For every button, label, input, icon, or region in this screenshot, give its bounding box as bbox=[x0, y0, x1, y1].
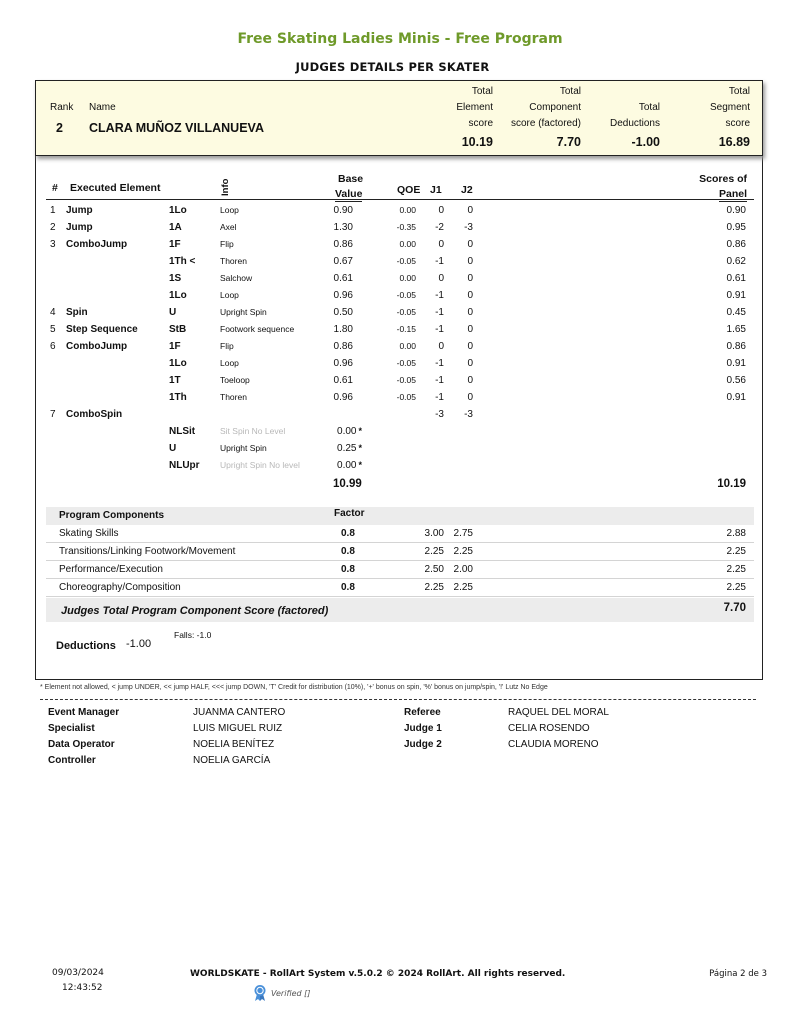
element-base-value bbox=[334, 222, 355, 233]
footer-date: 09/03/2024 bbox=[52, 968, 104, 978]
element-row bbox=[46, 239, 754, 256]
footer-system: WORLDSKATE - RollArt System v.5.0.2 © 2024 RollArt. All rights reserved. bbox=[190, 969, 566, 979]
component-name: Performance/Execution bbox=[59, 564, 163, 575]
pcs-label-2: Component bbox=[529, 102, 581, 113]
element-panel-score: 0.91 bbox=[726, 358, 746, 369]
element-base-value bbox=[334, 205, 355, 216]
element-j2: -3 bbox=[464, 409, 473, 420]
element-qoe: -0.05 bbox=[396, 307, 416, 317]
component-row bbox=[46, 562, 754, 579]
element-row bbox=[46, 205, 754, 222]
col-j1: J1 bbox=[430, 184, 442, 196]
element-number: 2 bbox=[50, 222, 56, 233]
element-j2: 0 bbox=[467, 239, 473, 250]
element-info: Upright Spin bbox=[220, 443, 267, 453]
element-code: U bbox=[169, 307, 177, 318]
official-role: Controller bbox=[48, 755, 96, 766]
base-value-text: 0.86 bbox=[333, 239, 353, 250]
element-j1: -1 bbox=[435, 307, 444, 318]
legend-footnote: * Element not allowed, < jump UNDER, << jump HALF, <<< jump DOWN, 'T' Credit for distribution (10%), '+' bonus on spin, '%' bonus on jump/spin, '!' Lutz No Edge bbox=[40, 684, 548, 691]
base-value-text: 0.00 bbox=[337, 460, 357, 471]
ded-label-2: Deductions bbox=[609, 118, 660, 129]
element-row bbox=[46, 358, 754, 375]
element-j1: -1 bbox=[435, 290, 444, 301]
element-j2: 0 bbox=[467, 324, 473, 335]
element-panel-score: 1.65 bbox=[726, 324, 746, 335]
element-panel-score: 0.61 bbox=[726, 273, 746, 284]
element-row bbox=[46, 460, 754, 477]
component-j1: 3.00 bbox=[424, 528, 444, 539]
deductions-detail: Falls: -1.0 bbox=[174, 630, 212, 640]
component-factor: 0.8 bbox=[341, 528, 355, 539]
pcs-value: 7.70 bbox=[556, 135, 581, 149]
rank-label: Rank bbox=[50, 102, 74, 113]
base-value-text: 0.25 bbox=[337, 443, 357, 454]
element-number: 3 bbox=[50, 239, 56, 250]
element-j1: 0 bbox=[438, 273, 444, 284]
base-value-text: 0.96 bbox=[333, 290, 353, 301]
page-subtitle: JUDGES DETAILS PER SKATER bbox=[295, 60, 490, 74]
element-base-value bbox=[334, 290, 355, 301]
component-name: Transitions/Linking Footwork/Movement bbox=[59, 546, 236, 557]
element-info: Thoren bbox=[220, 392, 247, 402]
element-row bbox=[46, 341, 754, 358]
element-j2: 0 bbox=[467, 358, 473, 369]
component-j1: 2.50 bbox=[424, 564, 444, 575]
official-name: JUANMA CANTERO bbox=[193, 707, 286, 718]
element-row bbox=[46, 324, 754, 341]
element-panel-score: 0.90 bbox=[726, 205, 746, 216]
element-name: ComboJump bbox=[66, 341, 128, 352]
component-row bbox=[46, 526, 754, 543]
element-code: 1F bbox=[169, 239, 181, 250]
element-name: Spin bbox=[66, 307, 88, 318]
element-j1: -1 bbox=[435, 392, 444, 403]
element-j1: -1 bbox=[435, 358, 444, 369]
element-qoe: -0.35 bbox=[396, 222, 416, 232]
official-name: CELIA ROSENDO bbox=[508, 723, 590, 734]
col-base-1: Base bbox=[338, 173, 364, 185]
element-code: 1T bbox=[169, 375, 181, 386]
element-number: 4 bbox=[50, 307, 56, 318]
total-base-value: 10.99 bbox=[333, 478, 362, 490]
components-total-value: 7.70 bbox=[723, 602, 746, 614]
deductions-label: Deductions bbox=[56, 640, 116, 652]
col-qoe: QOE bbox=[397, 184, 421, 196]
footer-time: 12:43:52 bbox=[62, 983, 103, 993]
element-code: 1S bbox=[169, 273, 182, 284]
element-j1: 0 bbox=[438, 205, 444, 216]
verified-badge-icon bbox=[253, 984, 267, 1002]
official-role: Event Manager bbox=[48, 707, 120, 718]
element-qoe: 0.00 bbox=[399, 239, 416, 249]
deductions-value: -1.00 bbox=[631, 135, 660, 149]
col-num: # bbox=[52, 182, 58, 194]
component-j2: 2.25 bbox=[453, 546, 473, 557]
element-name: Step Sequence bbox=[66, 324, 138, 335]
element-info: Upright Spin No level bbox=[220, 460, 300, 470]
element-base-value bbox=[334, 273, 355, 284]
element-qoe: 0.00 bbox=[399, 341, 416, 351]
col-info: Info bbox=[220, 178, 231, 196]
element-qoe: -0.15 bbox=[396, 324, 416, 334]
col-j2: J2 bbox=[461, 184, 473, 196]
footer-verified: Verified [] bbox=[271, 989, 311, 998]
element-row bbox=[46, 409, 754, 426]
base-value-text: 0.61 bbox=[333, 375, 353, 386]
component-factor: 0.8 bbox=[341, 582, 355, 593]
element-j1: -1 bbox=[435, 324, 444, 335]
element-number: 1 bbox=[50, 205, 56, 216]
element-panel-score: 0.86 bbox=[726, 239, 746, 250]
header-divider bbox=[46, 199, 754, 200]
element-base-value bbox=[334, 239, 355, 250]
element-info: Loop bbox=[220, 205, 239, 215]
element-base-value bbox=[334, 375, 355, 386]
element-info: Loop bbox=[220, 290, 239, 300]
official-name: NOELIA BENÍTEZ bbox=[193, 739, 275, 750]
base-value-flag: * bbox=[358, 426, 362, 436]
element-j2: 0 bbox=[467, 205, 473, 216]
element-number: 5 bbox=[50, 324, 56, 335]
component-score: 2.88 bbox=[726, 528, 746, 539]
element-qoe: -0.05 bbox=[396, 392, 416, 402]
element-code: 1F bbox=[169, 341, 181, 352]
element-row bbox=[46, 307, 754, 324]
pcs-label-1: Total bbox=[559, 86, 581, 97]
element-row bbox=[46, 443, 754, 460]
deductions-total: -1.00 bbox=[126, 638, 152, 650]
ded-label-1: Total bbox=[638, 102, 660, 113]
element-number: 6 bbox=[50, 341, 56, 352]
base-value-text: 0.86 bbox=[333, 341, 353, 352]
element-code: 1Th bbox=[169, 392, 187, 403]
seg-label-3: score bbox=[725, 118, 750, 129]
components-total-label: Judges Total Program Component Score (factored) bbox=[61, 605, 329, 617]
component-score: 2.25 bbox=[726, 546, 746, 557]
element-panel-score: 0.91 bbox=[726, 392, 746, 403]
element-j1: -3 bbox=[435, 409, 444, 420]
official-name: RAQUEL DEL MORAL bbox=[508, 707, 609, 718]
skater-rank: 2 bbox=[56, 121, 63, 135]
element-base-value bbox=[334, 256, 355, 267]
element-base-value bbox=[353, 409, 355, 420]
element-name: Jump bbox=[66, 205, 93, 216]
element-panel-score: 0.56 bbox=[726, 375, 746, 386]
element-j1: 0 bbox=[438, 239, 444, 250]
element-j2: 0 bbox=[467, 256, 473, 267]
element-qoe: -0.05 bbox=[396, 358, 416, 368]
element-name: ComboSpin bbox=[66, 409, 123, 420]
skater-summary bbox=[35, 80, 763, 156]
skater-name: CLARA MUÑOZ VILLANUEVA bbox=[89, 121, 264, 135]
component-row bbox=[46, 544, 754, 561]
tes-label-3: score bbox=[468, 118, 493, 129]
page-title: Free Skating Ladies Minis - Free Program bbox=[237, 31, 563, 47]
tes-label-1: Total bbox=[471, 86, 493, 97]
element-panel-score: 0.91 bbox=[726, 290, 746, 301]
components-header-bar bbox=[46, 507, 754, 525]
base-value-text: 0.61 bbox=[333, 273, 353, 284]
pcs-label-3: score (factored) bbox=[510, 118, 581, 129]
component-name: Choreography/Composition bbox=[59, 582, 181, 593]
element-j1: -2 bbox=[435, 222, 444, 233]
element-row bbox=[46, 392, 754, 409]
base-value-text: 0.50 bbox=[333, 307, 353, 318]
element-base-value bbox=[334, 324, 355, 335]
element-info: Upright Spin bbox=[220, 307, 267, 317]
base-value-text: 0.00 bbox=[337, 426, 357, 437]
element-code: 1Lo bbox=[169, 358, 187, 369]
element-row bbox=[46, 290, 754, 307]
element-code: StB bbox=[169, 324, 187, 335]
col-base-2: Value bbox=[335, 188, 363, 200]
official-role: Judge 1 bbox=[404, 723, 442, 734]
element-qoe: 0.00 bbox=[399, 273, 416, 283]
element-base-value bbox=[337, 460, 362, 471]
col-element: Executed Element bbox=[70, 182, 161, 194]
element-info: Flip bbox=[220, 341, 234, 351]
dashed-divider bbox=[40, 699, 756, 700]
element-base-value bbox=[334, 341, 355, 352]
element-info: Toeloop bbox=[220, 375, 250, 385]
base-value-flag: * bbox=[358, 443, 362, 453]
element-code: 1Lo bbox=[169, 290, 187, 301]
element-row bbox=[46, 426, 754, 443]
element-info: Footwork sequence bbox=[220, 324, 295, 334]
element-code: NLUpr bbox=[169, 460, 200, 471]
element-j2: 0 bbox=[467, 290, 473, 301]
element-qoe: -0.05 bbox=[396, 256, 416, 266]
element-j2: 0 bbox=[467, 392, 473, 403]
element-qoe: 0.00 bbox=[399, 205, 416, 215]
component-j2: 2.25 bbox=[453, 582, 473, 593]
element-j1: -1 bbox=[435, 256, 444, 267]
element-row bbox=[46, 222, 754, 239]
base-value-text: 1.80 bbox=[333, 324, 353, 335]
element-base-value bbox=[334, 392, 355, 403]
element-panel-score: 0.95 bbox=[726, 222, 746, 233]
components-total-bar bbox=[46, 598, 754, 622]
official-name: LUIS MIGUEL RUIZ bbox=[193, 723, 283, 734]
element-number: 7 bbox=[50, 409, 56, 420]
base-value-flag: * bbox=[358, 460, 362, 470]
element-base-value bbox=[337, 443, 362, 454]
element-info: Loop bbox=[220, 358, 239, 368]
element-j2: 0 bbox=[467, 341, 473, 352]
element-panel-score: 0.62 bbox=[726, 256, 746, 267]
element-code: NLSit bbox=[169, 426, 196, 437]
col-panel-1: Scores of bbox=[699, 173, 747, 185]
base-value-text: 0.96 bbox=[333, 392, 353, 403]
element-panel-score: 0.86 bbox=[726, 341, 746, 352]
name-label: Name bbox=[89, 102, 116, 113]
element-code: 1Th < bbox=[169, 256, 196, 267]
element-name: ComboJump bbox=[66, 239, 128, 250]
footer-page: Página 2 de 3 bbox=[709, 969, 767, 979]
element-qoe: -0.05 bbox=[396, 375, 416, 385]
official-role: Data Operator bbox=[48, 739, 115, 750]
official-name: CLAUDIA MORENO bbox=[508, 739, 599, 750]
element-info: Salchow bbox=[220, 273, 253, 283]
element-name: Jump bbox=[66, 222, 93, 233]
component-score: 2.25 bbox=[726, 582, 746, 593]
element-code: 1Lo bbox=[169, 205, 187, 216]
component-j2: 2.75 bbox=[453, 528, 473, 539]
tes-value: 10.19 bbox=[461, 135, 493, 149]
element-panel-score: 0.45 bbox=[726, 307, 746, 318]
base-value-text: 0.90 bbox=[333, 205, 353, 216]
segment-value: 16.89 bbox=[718, 135, 750, 149]
element-j1: -1 bbox=[435, 375, 444, 386]
base-value-text: 0.96 bbox=[333, 358, 353, 369]
official-name: NOELIA GARCÍA bbox=[193, 755, 271, 766]
element-j2: 0 bbox=[467, 307, 473, 318]
element-j1: 0 bbox=[438, 341, 444, 352]
component-factor: 0.8 bbox=[341, 546, 355, 557]
component-j1: 2.25 bbox=[424, 546, 444, 557]
component-j2: 2.00 bbox=[453, 564, 473, 575]
element-info: Sit Spin No Level bbox=[220, 426, 286, 436]
element-row bbox=[46, 273, 754, 290]
base-value-text: 1.30 bbox=[333, 222, 353, 233]
element-row bbox=[46, 256, 754, 273]
element-qoe: -0.05 bbox=[396, 290, 416, 300]
component-name: Skating Skills bbox=[59, 528, 119, 539]
component-factor: 0.8 bbox=[341, 564, 355, 575]
tes-label-2: Element bbox=[456, 102, 493, 113]
element-j2: -3 bbox=[464, 222, 473, 233]
element-row bbox=[46, 375, 754, 392]
element-base-value bbox=[334, 307, 355, 318]
element-code: U bbox=[169, 443, 177, 454]
components-header: Program Components bbox=[59, 510, 165, 521]
element-j2: 0 bbox=[467, 273, 473, 284]
col-panel-2: Panel bbox=[718, 188, 747, 200]
element-j2: 0 bbox=[467, 375, 473, 386]
official-role: Specialist bbox=[48, 723, 95, 734]
component-j1: 2.25 bbox=[424, 582, 444, 593]
component-score: 2.25 bbox=[726, 564, 746, 575]
element-code: 1A bbox=[169, 222, 182, 233]
component-row bbox=[46, 580, 754, 597]
official-role: Referee bbox=[404, 707, 441, 718]
factor-header: Factor bbox=[334, 508, 365, 519]
element-info: Thoren bbox=[220, 256, 247, 266]
seg-label-1: Total bbox=[728, 86, 750, 97]
element-info: Axel bbox=[220, 222, 237, 232]
element-info: Flip bbox=[220, 239, 234, 249]
base-value-text: 0.67 bbox=[333, 256, 353, 267]
element-base-value bbox=[334, 358, 355, 369]
total-panel-score: 10.19 bbox=[717, 478, 746, 490]
seg-label-2: Segment bbox=[709, 102, 750, 113]
official-role: Judge 2 bbox=[404, 739, 442, 750]
element-base-value bbox=[337, 426, 362, 437]
